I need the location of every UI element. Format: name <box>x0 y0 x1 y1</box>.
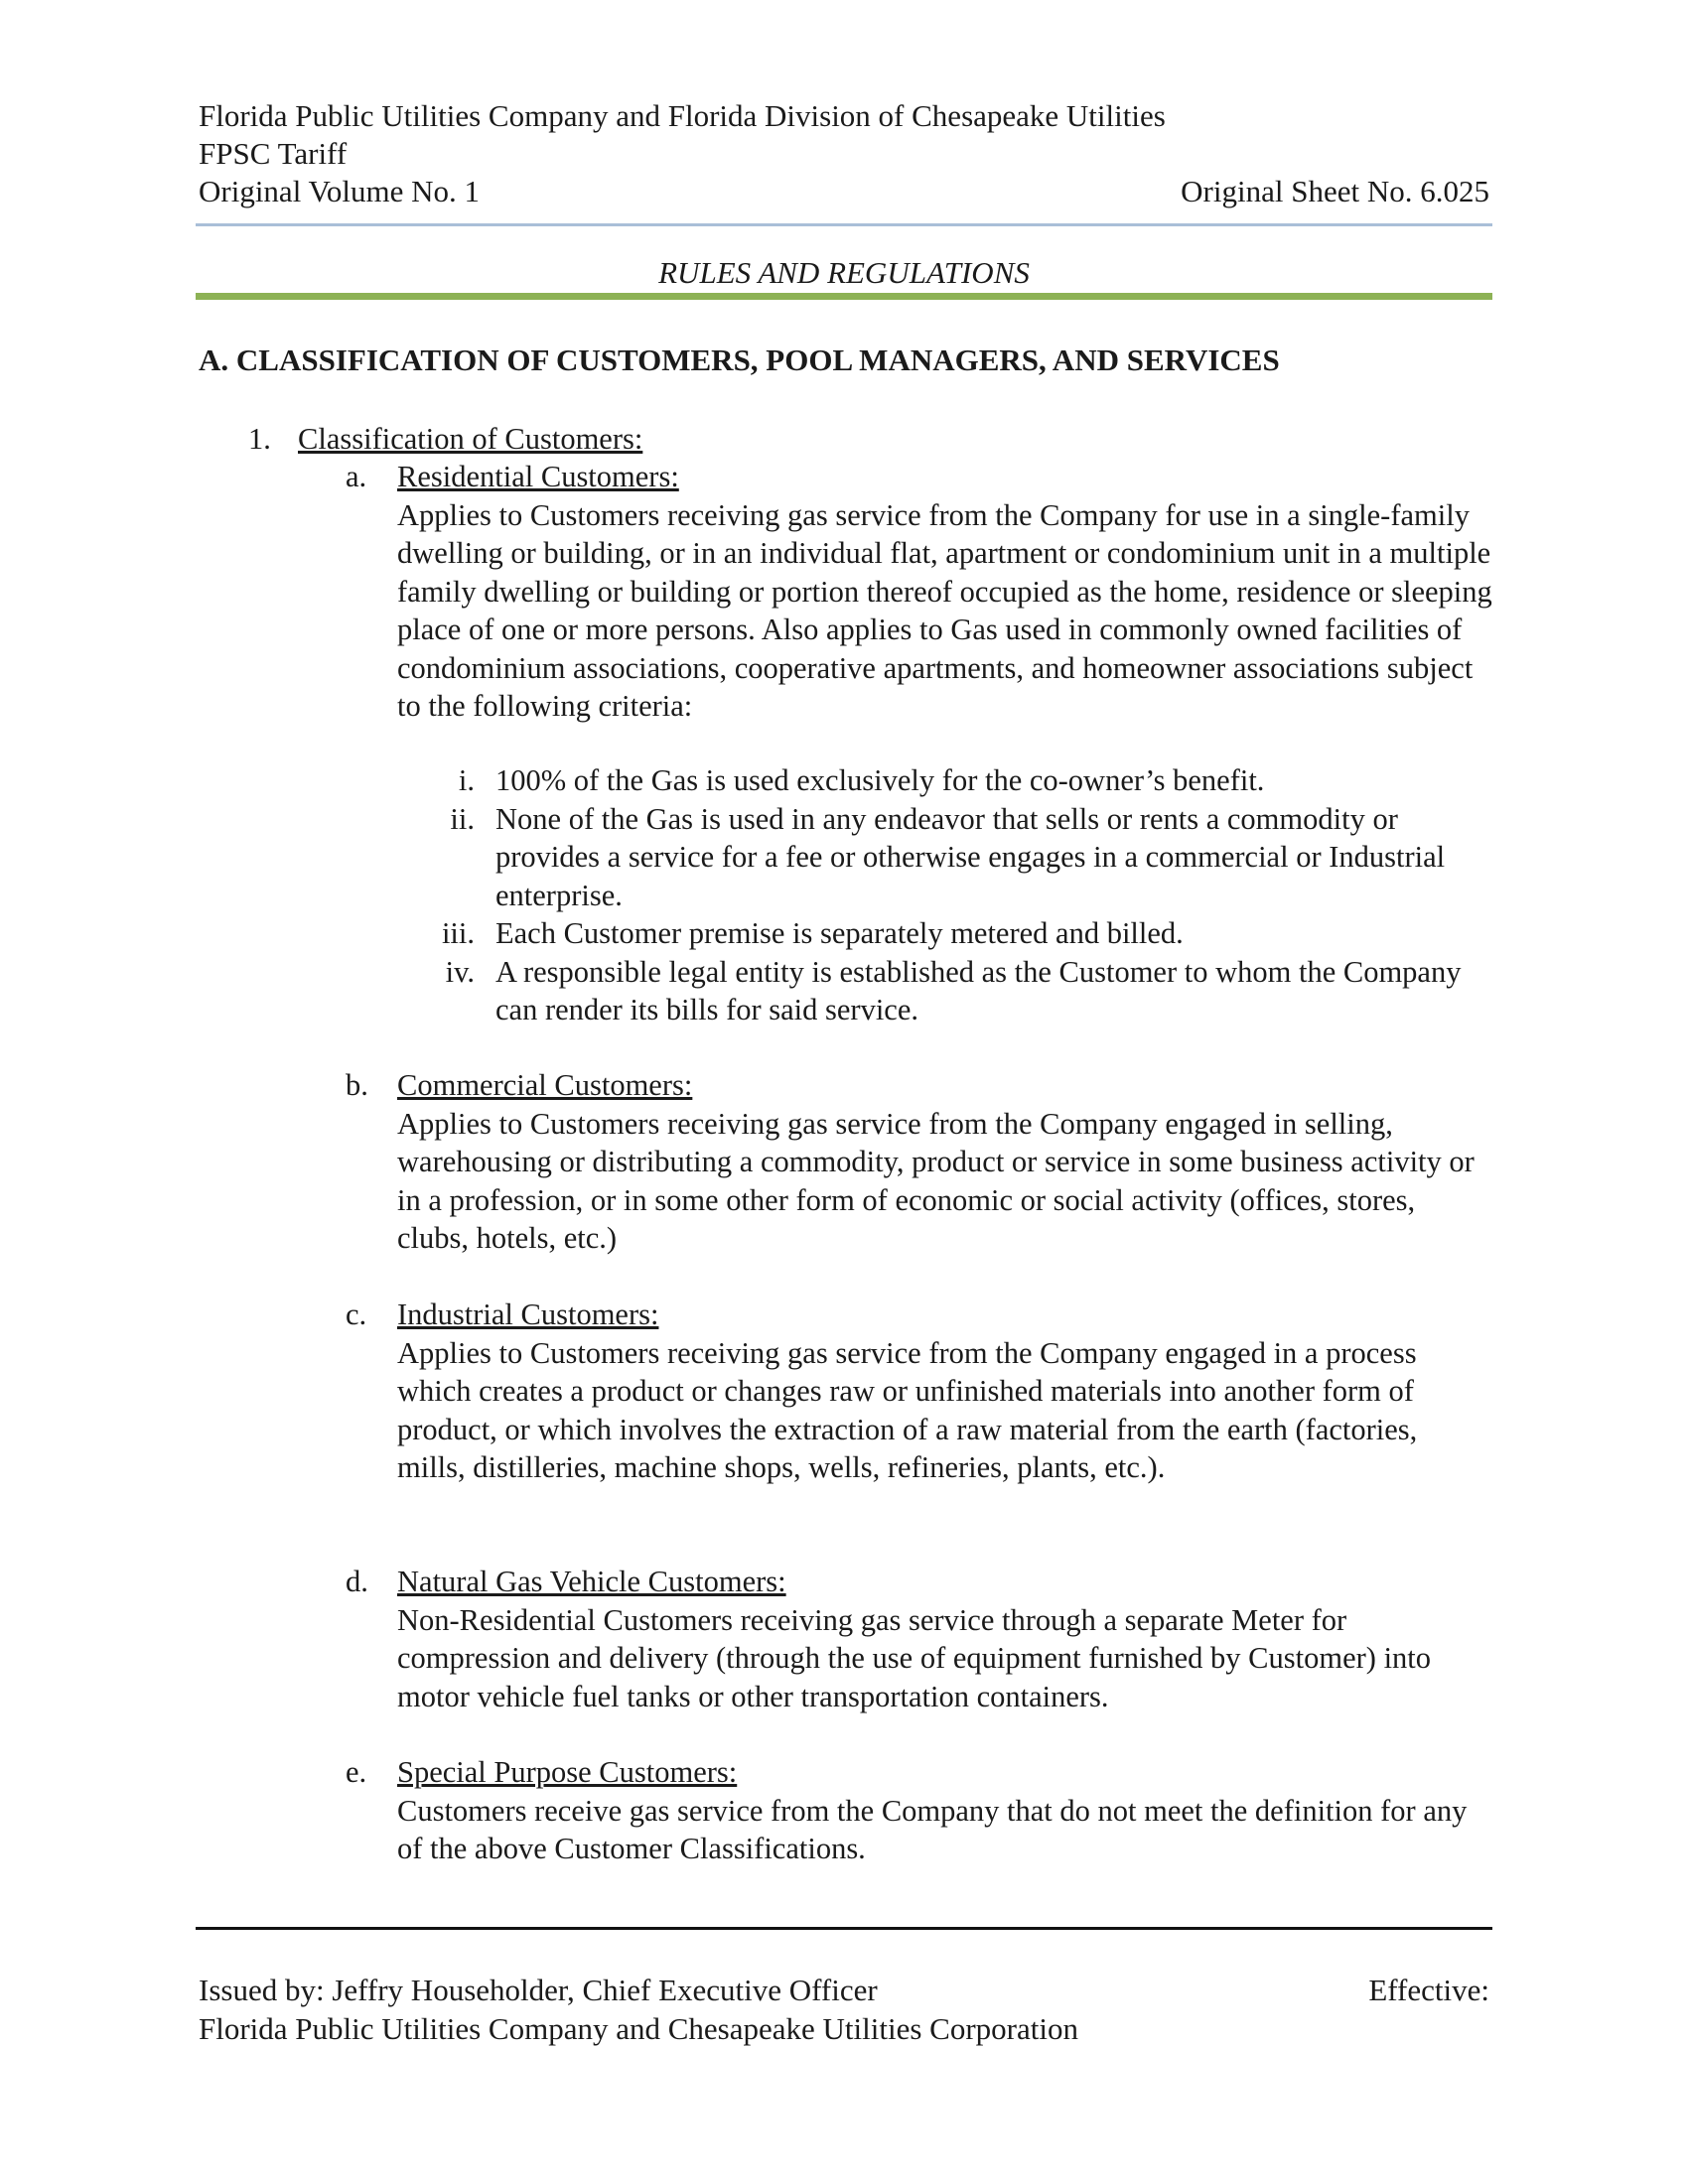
criteria-text: Each Customer premise is separately metered and billed. <box>495 916 1184 950</box>
item-label: Natural Gas Vehicle Customers: <box>397 1565 786 1598</box>
item-letter: d. <box>346 1565 368 1598</box>
footer-issued-row <box>199 1971 1489 2009</box>
criteria-text: 100% of the Gas is used exclusively for the co-owner’s benefit. <box>495 763 1265 797</box>
item-letter: c. <box>346 1297 367 1331</box>
footer-issued-by: Issued by: Jeffry Householder, Chief Executive Officer <box>199 1973 878 2007</box>
header-divider <box>196 223 1492 226</box>
page-footer <box>199 1971 1489 2048</box>
criteria-number: i. <box>458 763 475 797</box>
item-label: Special Purpose Customers: <box>397 1755 738 1789</box>
header-company: Florida Public Utilities Company and Florida Division of Chesapeake Utilities <box>199 98 1166 133</box>
criteria-number: ii. <box>450 801 475 836</box>
footer-divider <box>196 1927 1492 1930</box>
header-volume-row <box>199 173 1489 210</box>
item-description: Applies to Customers receiving gas service from the Company for use in a single-family dwelling or building, or in an individual flat, apartment or condominium unit in a multiple family dwelling or building or portion thereof occupied as the home, residence or sleeping place of one or more persons. Also applies to Gas used in commonly owned facilities of condominium associations, cooperative apartments, and homeowner associations subject to the following criteria: <box>397 497 1492 723</box>
list-label: Classification of Customers: <box>298 422 643 456</box>
item-description: Applies to Customers receiving gas service from the Company engaged in selling, warehousing or distributing a commodity, product or service in some business activity or in a profession, or in some other form of economic or social activity (offices, stores, clubs, hotels, etc.) <box>397 1106 1475 1255</box>
item-letter: b. <box>346 1068 368 1102</box>
item-letter: e. <box>346 1755 367 1789</box>
item-label: Commercial Customers: <box>397 1068 693 1102</box>
item-label: Residential Customers: <box>397 460 679 493</box>
item-label: Industrial Customers: <box>397 1297 659 1331</box>
section-title: RULES AND REGULATIONS <box>658 255 1030 290</box>
footer-company: Florida Public Utilities Company and Chesapeake Utilities Corporation <box>199 2011 1078 2046</box>
page-header <box>199 97 1489 210</box>
criteria-number: iv. <box>445 954 475 989</box>
title-divider <box>196 293 1492 300</box>
list-number: 1. <box>248 422 271 456</box>
footer-effective: Effective: <box>1368 1973 1489 2007</box>
header-sheet-number: Original Sheet No. 6.025 <box>1181 174 1489 208</box>
item-description: Non-Residential Customers receiving gas service through a separate Meter for compression and delivery (through the use of equipment furnished by Customer) into motor vehicle fuel tanks or other transportation containers. <box>397 1602 1432 1713</box>
criteria-text: A responsible legal entity is established as the Customer to whom the Company can render its bills for said service. <box>495 954 1462 1026</box>
section-heading: A. CLASSIFICATION OF CUSTOMERS, POOL MANAGERS, AND SERVICES <box>199 342 1280 377</box>
header-tariff: FPSC Tariff <box>199 136 348 171</box>
criteria-number: iii. <box>441 916 475 950</box>
item-letter: a. <box>346 460 367 493</box>
header-volume: Original Volume No. 1 <box>199 174 481 208</box>
item-description: Customers receive gas service from the Company that do not meet the definition for any of the above Customer Classifications. <box>397 1793 1468 1865</box>
criteria-text: None of the Gas is used in any endeavor that sells or rents a commodity or provides a service for a fee or otherwise engages in a commercial or Industrial enterprise. <box>495 801 1446 912</box>
item-description: Applies to Customers receiving gas service from the Company engaged in a process which creates a product or changes raw or unfinished materials into another form of product, or which involves the extraction of a raw material from the earth (factories, mills, distilleries, machine shops, wells, refineries, plants, etc.). <box>397 1335 1418 1484</box>
